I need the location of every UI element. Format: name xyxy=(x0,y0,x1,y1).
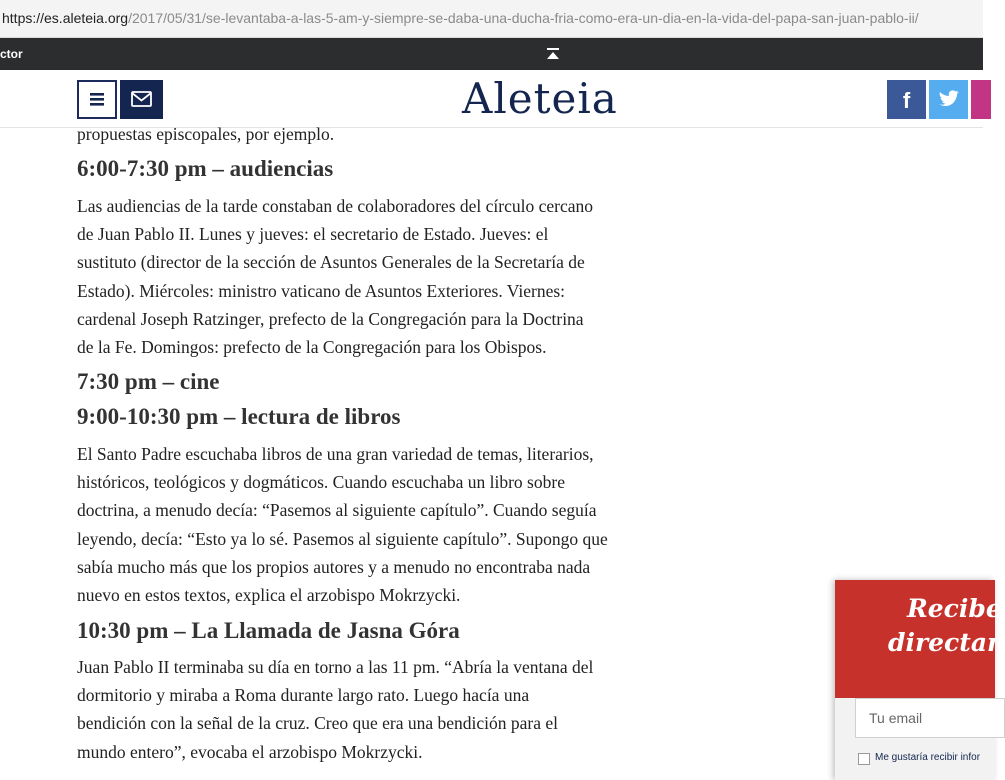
url-path: /2017/05/31/se-levantaba-a-las-5-am-y-siempre-se-daba-una-ducha-fria-como-era-un-dia-en-la-vida-del-papa-san-juan-pablo-ii/ xyxy=(128,10,919,26)
section-heading-jasna-gora: 10:30 pm – La Llamada de Jasna Góra xyxy=(77,618,460,643)
paragraph-line: El Santo Padre escuchaba libros de una gran variedad de temas, literarios, xyxy=(77,444,594,464)
newsletter-title-line1: Recibe xyxy=(907,594,1002,623)
svg-text:f: f xyxy=(902,88,911,113)
section-paragraph-jasna-gora xyxy=(77,653,677,766)
section-heading-lectura: 9:00-10:30 pm – lectura de libros xyxy=(77,404,401,429)
extension-bar-label: ctor xyxy=(0,47,23,61)
article-fragment: propuestas episcopales, por ejemplo. xyxy=(77,124,335,144)
menu-button[interactable] xyxy=(77,80,117,119)
twitter-icon xyxy=(929,80,968,119)
paragraph-line: Estado). Miércoles: ministro vaticano de Asuntos Exteriores. Viernes: xyxy=(77,280,566,301)
paragraph-line: doctrina, a menudo decía: “Pasemos al siguiente capítulo”. Cuando seguía xyxy=(77,500,597,521)
paragraph-line: mundo entero”, evocaba el arzobispo Mokrzycki. xyxy=(77,741,423,762)
paragraph-line: Las audiencias de la tarde constaban de colaboradores del círculo cercano xyxy=(77,196,593,216)
paragraph-line: nuevo en estos textos, explica el arzobispo Mokrzycki. xyxy=(77,585,461,606)
newsletter-consent-label: Me gustaría recibir infor xyxy=(875,752,981,763)
paragraph-line: dormitorio y miraba a Roma durante largo rato. Luego hacía una xyxy=(77,685,530,706)
url-host: https://es.aleteia.org xyxy=(2,10,129,26)
section-paragraph-lectura xyxy=(77,440,677,609)
site-header xyxy=(0,70,983,128)
paragraph-line: de la Fe. Domingos: prefecto de la Congregación para los Obispos. xyxy=(77,337,547,358)
paragraph-line: sabía mucho más que los propios autores y a menudo no encontraba nada xyxy=(77,556,591,577)
instagram-button[interactable] xyxy=(971,80,991,119)
newsletter-popup xyxy=(835,580,1005,780)
paragraph-line: sustituto (director de la sección de Asuntos Generales de la Secretaría de xyxy=(77,252,585,273)
section-heading-audiencias: 6:00-7:30 pm – audiencias xyxy=(77,156,334,181)
newsletter-consent-checkbox[interactable] xyxy=(858,753,870,765)
facebook-share-button[interactable] xyxy=(887,80,926,119)
collapse-up-icon[interactable] xyxy=(545,46,561,62)
newsletter-mail-button[interactable] xyxy=(120,80,163,119)
section-heading-cine: 7:30 pm – cine xyxy=(77,369,220,394)
newsletter-email-input[interactable] xyxy=(855,698,1005,738)
newsletter-title-line2: directan xyxy=(888,628,1005,657)
facebook-icon xyxy=(887,80,926,119)
paragraph-line: Juan Pablo II terminaba su día en torno a las 11 pm. “Abría la ventana del xyxy=(77,657,594,677)
paragraph-line: bendición con la señal de la cruz. Creo que era una bendición para el xyxy=(77,713,559,734)
hamburger-icon xyxy=(79,82,115,117)
paragraph-line: históricos, teológicos y dogmáticos. Cuando escuchaba un libro sobre xyxy=(77,472,565,493)
paragraph-line: cardenal Joseph Ratzinger, prefecto de la Congregación para la Doctrina xyxy=(77,308,584,329)
paragraph-line: de Juan Pablo II. Lunes y jueves: el secretario de Estado. Jueves: el xyxy=(77,224,549,245)
paragraph-line: leyendo, decía: “Esto ya lo sé. Pasemos al siguiente capítulo”. Supongo que xyxy=(77,528,608,549)
extension-bar xyxy=(0,38,983,70)
envelope-icon xyxy=(120,80,163,119)
site-logo[interactable]: Aleteia xyxy=(462,74,618,123)
address-bar[interactable] xyxy=(0,0,983,38)
section-paragraph-audiencias xyxy=(77,192,677,361)
twitter-share-button[interactable] xyxy=(929,80,968,119)
newsletter-banner xyxy=(835,580,1005,698)
